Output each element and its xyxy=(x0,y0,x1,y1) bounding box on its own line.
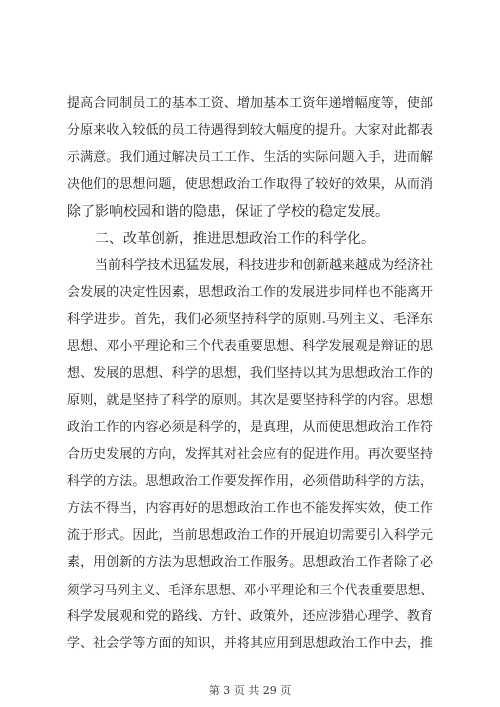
body-text-line: 分原来收入较低的员工待遇得到较大幅度的提升。大家对此都表 xyxy=(67,123,433,138)
page-number-footer: 第 3 页 共 29 页 xyxy=(208,684,292,697)
body-text-line: 合历史发展的方向，发挥其对社会应有的促进作用。再次要坚持 xyxy=(67,447,433,462)
body-text-line: 学、社会学等方面的知识，并将其应用到思想政治工作中去，推 xyxy=(67,636,433,651)
section-heading: 二、改革创新，推进思想政治工作的科学化。 xyxy=(95,231,375,247)
body-text-line: 当前科学技术迅猛发展，科技进步和创新越来越成为经济社 xyxy=(95,258,434,273)
body-text-line: 会发展的决定性因素，思想政治工作的发展进步同样也不能离开 xyxy=(67,285,433,300)
body-text-line: 方法不得当，内容再好的思想政治工作也不能发挥实效，使工作 xyxy=(67,501,433,516)
body-text-line: 示满意。我们通过解决员工工作、生活的实际问题入手，进而解 xyxy=(67,150,433,165)
body-text-line: 提高合同制员工的基本工资、增加基本工资年递增幅度等，使部 xyxy=(67,96,433,111)
body-text-line: 除了影响校园和谐的隐患，保证了学校的稳定发展。 xyxy=(67,204,389,220)
body-text-line: 流于形式。因此，当前思想政治工作的开展迫切需要引入科学元 xyxy=(67,528,433,543)
body-text-line: 思想、邓小平理论和三个代表重要思想、科学发展观是辩证的思 xyxy=(67,339,433,354)
body-text-line: 科学的方法。思想政治工作要发挥作用，必须借助科学的方法， xyxy=(67,474,433,489)
body-text-line: 科学进步。首先，我们必须坚持科学的原则.马列主义、毛泽东 xyxy=(67,312,433,327)
body-text-line: 科学发展观和党的路线、方针、政策外，还应涉猎心理学、教育 xyxy=(67,609,433,624)
body-text-line: 政治工作的内容必须是科学的，是真理，从而使思想政治工作符 xyxy=(67,420,433,435)
body-text-line: 素，用创新的方法为思想政治工作服务。思想政治工作者除了必 xyxy=(67,555,433,570)
body-text-line: 原则，就是坚持了科学的原则。其次是要坚持科学的内容。思想 xyxy=(67,393,433,408)
body-text-line: 决他们的思想问题，使思想政治工作取得了较好的效果，从而消 xyxy=(67,177,433,192)
body-text-line: 想、发展的思想、科学的思想，我们坚持以其为思想政治工作的 xyxy=(67,366,433,381)
body-text-line: 须学习马列主义、毛泽东思想、邓小平理论和三个代表重要思想、 xyxy=(67,582,433,597)
